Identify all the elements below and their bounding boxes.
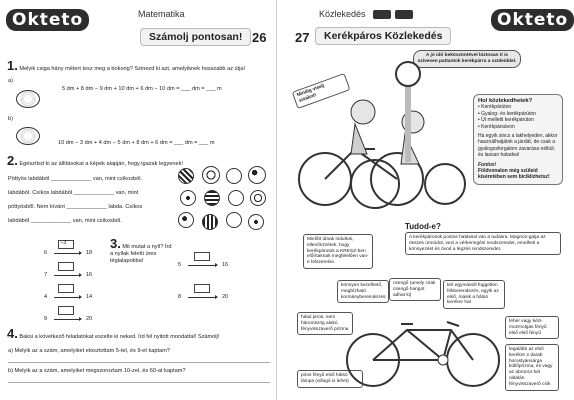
plain-ball xyxy=(226,168,242,184)
chain-start: 7 xyxy=(44,272,48,278)
page-title: Kerékpáros Közlekedés xyxy=(315,27,451,45)
side-item: • Kerékpárúton xyxy=(478,104,512,111)
answer-box[interactable] xyxy=(194,252,210,261)
chain-end: 20 xyxy=(86,316,93,322)
plain-ball xyxy=(226,212,242,228)
arrow xyxy=(188,297,216,298)
intro-bubble: A jó idő beköszöntével biztosan ti is szívesen pattantok kerékpárra a szüleiddel. xyxy=(413,50,521,68)
statement-line-1: Pöttyös labdából _____________ van, mint csíkosból. xyxy=(8,176,143,182)
chain-operator: −3 xyxy=(60,240,67,246)
statement-line-4: labdából _____________ van, mint csíkosból. xyxy=(8,218,122,224)
fontos-title: Fontos! xyxy=(478,161,497,168)
before-ride-note: Mielőtt útnak indultok, ellenőrizzétek, hogy kerékpárotok a KRESZ-ben előírtaknak megfelelően van-e felszerelve. xyxy=(303,234,373,269)
side-item: • Gyalog- és kerékpárúton xyxy=(478,110,536,117)
task-number: 2. xyxy=(7,153,18,168)
label-bell: csengő (amely csak csengő hangot adhat ki) xyxy=(389,278,441,301)
page-number: 26 xyxy=(252,30,267,45)
question-a: a) Melyik az a szám, amelyiket elosztottam 5-tel, és 9-et kaptam? xyxy=(8,348,170,354)
label-spoke-reflectors: legalább az első kerékre 2 darab borostyánsárga küllőprizma, és vagy az abroncs két oldalán fényvisszaverő csík xyxy=(505,344,559,391)
tudod-text: A kerékpárosok pontos hatással van a tudásra. Magnoz-gatja az összes úrmódot, vezi a vérkeringési rendszeredet, emelheti a könnyezést és óvod a légzés rendszeredet. xyxy=(405,232,561,255)
helmet-speech: Mindig viselj sisakot! xyxy=(292,73,351,109)
answer-box[interactable] xyxy=(58,262,74,271)
dotted-ball xyxy=(248,214,264,230)
arrow xyxy=(54,253,80,254)
label-handlebar: könnyen kezelhető, megbízható kormánybereindezés xyxy=(337,280,389,303)
question-b: b) Melyik az a szám, amelyiket megszoroztam 10-zel, és 60-at kaptam? xyxy=(8,368,186,374)
soccer-ball xyxy=(248,166,266,184)
where-to-ride-box xyxy=(473,94,563,185)
striped-ball xyxy=(204,190,220,206)
dotted-ball xyxy=(180,190,196,206)
task-text: Egészítsd ki az állításokat a képek alapján, hogy igazak legyenek! xyxy=(19,161,183,167)
arrow xyxy=(54,275,80,276)
chain-end: 14 xyxy=(86,294,93,300)
bicycle-diagram xyxy=(343,320,503,390)
soccer-ball xyxy=(178,212,194,228)
task-number: 3. xyxy=(110,236,121,251)
left-page xyxy=(0,0,277,400)
right-page xyxy=(281,0,569,400)
chain-start: 6 xyxy=(44,250,48,256)
striped-ball xyxy=(202,214,218,230)
okteto-logo: Okteto xyxy=(6,9,89,31)
task-text: Mit mutat a nyíl? Írd a nyilak feletti üres téglalapokba! xyxy=(110,244,172,264)
label-front-light: fehér vagy kézi-mozmolgás fényű első első fényű xyxy=(505,316,559,339)
tudod-title: Tudod-e? xyxy=(405,222,441,231)
answer-line xyxy=(8,382,270,383)
chain-start: 9 xyxy=(44,316,48,322)
task-1 xyxy=(7,58,272,73)
label-rear-light: piros fényű első hátsó lámpa (villogó is lehet) xyxy=(297,370,363,388)
chain-end: 18 xyxy=(86,250,93,256)
striped-ball xyxy=(178,168,194,184)
equation-a: 5 dm + 8 dm − 9 dm + 10 dm + 6 dm − 10 dm = ___ dm = ___ m xyxy=(62,86,222,92)
answer-box[interactable] xyxy=(58,284,74,293)
side-text: Ha egyik sincs a lakhelyeden, akkor használhatjátok a járdát, de csak a gyalogosforgalom zavarása nélkül, és lassan haladva! xyxy=(478,133,558,159)
task-text: Baksi a következő feladatokat eszelte ki neked. Írd fel nyitott mondattal! Számolj! xyxy=(19,334,220,340)
subject-label: Közlekedés xyxy=(319,9,366,19)
task-text: Melyik csiga hány métert tesz meg a bokorig? Szinezd ki azt, amelyiknek hosszabb az útja! xyxy=(19,66,246,72)
arrow xyxy=(54,319,80,320)
dotted-ball xyxy=(202,166,220,184)
task-number: 1. xyxy=(7,58,18,73)
arrow-sign-icon xyxy=(395,10,413,19)
statement-line-2: labdából. Csíkos labdából _____________ van, mint xyxy=(8,190,139,196)
chain-end: 16 xyxy=(86,272,93,278)
chain-start: 5 xyxy=(178,262,182,268)
arrow xyxy=(188,265,216,266)
plain-ball xyxy=(228,190,244,206)
subject-label: Matematika xyxy=(138,9,185,19)
task-2 xyxy=(7,153,272,168)
okteto-logo: Okteto xyxy=(491,9,574,31)
task-number: 4. xyxy=(7,326,18,341)
answer-box[interactable] xyxy=(58,306,74,315)
task-3 xyxy=(110,236,172,265)
chain-start: 4 xyxy=(44,294,48,300)
dotted-ball xyxy=(250,190,266,206)
label-rear-reflector: hátul piros, nem háromszög alakú fényvisszaverő prizma xyxy=(297,312,353,335)
label-a: a) xyxy=(8,78,13,84)
answer-line xyxy=(8,362,270,363)
task-4 xyxy=(7,326,272,341)
snail-image-a xyxy=(16,90,40,108)
side-item: • Út melletti kerékpárúton xyxy=(478,117,534,124)
chain-end: 16 xyxy=(222,262,229,268)
snail-image-b xyxy=(16,127,40,145)
answer-box[interactable] xyxy=(194,284,210,293)
equation-b: 10 dm − 3 dm + 4 dm − 5 dm + 8 dm + 6 dm = ___ dm = ___ m xyxy=(58,140,215,146)
chain-start: 8 xyxy=(178,294,182,300)
label-b: b) xyxy=(8,116,13,122)
arrow-sign-icon xyxy=(373,10,391,19)
fontos-text: Földvonalon még szüleid kíséretében sem biciklizhetsz! xyxy=(478,168,550,181)
arrow xyxy=(54,297,80,298)
side-title: Hol közlekedhetek? xyxy=(478,98,533,104)
chain-end: 20 xyxy=(222,294,229,300)
page-title: Számolj pontosan! xyxy=(140,28,251,46)
side-item: • Kerékpársávon xyxy=(478,123,515,130)
statement-line-3: pöttyösből. Nem kívánt _____________ labda. Csíkos xyxy=(8,204,143,210)
label-brakes: két egymástól független fékberendezés, egyik az első, másik a hátsó kerékre hat xyxy=(443,280,505,309)
page-number: 27 xyxy=(295,30,310,45)
